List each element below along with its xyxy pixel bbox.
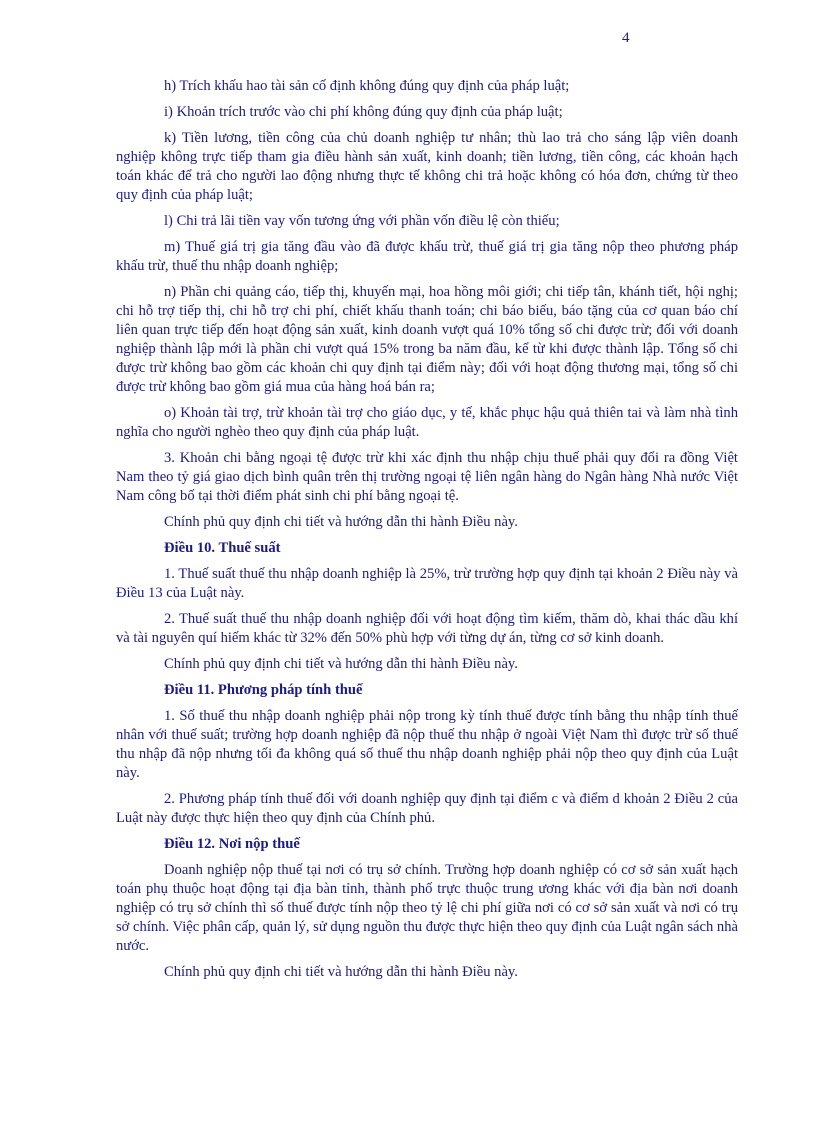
item-k: k) Tiền lương, tiền công của chủ doanh nghiệp tư nhân; thù lao trả cho sáng lập viên doanh nghiệp không trực tiếp tham gia điều hành sản xuất, kinh doanh; tiền lương, tiền công, các khoản hạch toán khác để trả cho người lao động nhưng thực tế không chi trả hoặc không có hóa đơn, chứng từ theo quy định của pháp luật; — [116, 130, 738, 203]
art12-body: Doanh nghiệp nộp thuế tại nơi có trụ sở chính. Trường hợp doanh nghiệp có cơ sở sản xuất hạch toán phụ thuộc hoạt động tại địa bàn tỉnh, thành phố trực thuộc trung ương khác với địa bàn nơi doanh nghiệp có trụ sở chính thì số thuế được tính nộp theo tỷ lệ chi phí giữa nơi có cơ sở sản xuất và nơi có trụ sở chính. Việc phân cấp, quản lý, sử dụng nguồn thu được thực hiện theo quy định của Luật ngân sách nhà nước. — [116, 862, 738, 954]
item-i: i) Khoản trích trước vào chi phí không đúng quy định của pháp luật; — [164, 104, 563, 120]
art10-clause-2: 2. Thuế suất thuế thu nhập doanh nghiệp đối với hoạt động tìm kiếm, thăm dò, khai thác dầu khí và tài nguyên quí hiếm khác từ 32% đến 50% phù hợp với từng dự án, từng cơ sở kinh doanh. — [116, 611, 738, 646]
item-h: h) Trích khấu hao tài sản cố định không đúng quy định của pháp luật; — [164, 78, 570, 94]
article-11-heading: Điều 11. Phương pháp tính thuế — [164, 682, 363, 698]
item-o: o) Khoản tài trợ, trừ khoản tài trợ cho giáo dục, y tế, khắc phục hậu quả thiên tai và làm nhà tình nghĩa cho người nghèo theo quy định của pháp luật. — [116, 405, 738, 440]
document-body — [116, 77, 738, 989]
item-m: m) Thuế giá trị gia tăng đầu vào đã được khấu trừ, thuế giá trị gia tăng nộp theo phương pháp khấu trừ, thuế thu nhập doanh nghiệp; — [116, 239, 738, 274]
art11-clause-2: 2. Phương pháp tính thuế đối với doanh nghiệp quy định tại điểm c và điểm d khoản 2 Điều 2 của Luật này được thực hiện theo quy định của Chính phủ. — [116, 791, 738, 826]
article-12-heading: Điều 12. Nơi nộp thuế — [164, 836, 300, 852]
article-10-heading: Điều 10. Thuế suất — [164, 540, 281, 556]
item-n: n) Phần chi quảng cáo, tiếp thị, khuyến mại, hoa hồng môi giới; chi tiếp tân, khánh tiết, hội nghị; chi hỗ trợ tiếp thị, chi hỗ trợ chi phí, chiết khấu thanh toán; chi báo biếu, báo tặng của cơ quan báo chí liên quan trực tiếp đến hoạt động sản xuất, kinh doanh vượt quá 10% tổng số chi được trừ; đối với doanh nghiệp thành lập mới là phần chi vượt quá 15% trong ba năm đầu, kể từ khi được thành lập. Tổng số chi được trừ không bao gồm các khoản chi quy định tại điểm này; đối với hoạt động thương mại, tổng số chi được trừ không bao gồm giá mua của hàng hoá bán ra; — [116, 284, 738, 395]
art11-clause-1: 1. Số thuế thu nhập doanh nghiệp phải nộp trong kỳ tính thuế được tính bằng thu nhập tính thuế nhân với thuế suất; trường hợp doanh nghiệp đã nộp thuế thu nhập ở ngoài Việt Nam thì được trừ số thuế thu nhập đã nộp nhưng tối đa không quá số thuế thu nhập doanh nghiệp phải nộp theo quy định của Luật này. — [116, 708, 738, 781]
gov-note-10: Chính phủ quy định chi tiết và hướng dẫn thi hành Điều này. — [164, 656, 518, 672]
item-l: l) Chi trả lãi tiền vay vốn tương ứng với phần vốn điều lệ còn thiếu; — [164, 213, 560, 229]
gov-note-9: Chính phủ quy định chi tiết và hướng dẫn thi hành Điều này. — [164, 514, 518, 530]
gov-note-12: Chính phủ quy định chi tiết và hướng dẫn thi hành Điều này. — [164, 964, 518, 980]
art10-clause-1: 1. Thuế suất thuế thu nhập doanh nghiệp là 25%, trừ trường hợp quy định tại khoản 2 Điều này và Điều 13 của Luật này. — [116, 566, 738, 601]
page-number: 4 — [622, 30, 630, 46]
clause-3: 3. Khoản chi bằng ngoại tệ được trừ khi xác định thu nhập chịu thuế phải quy đổi ra đồng Việt Nam theo tỷ giá giao dịch bình quân trên thị trường ngoại tệ liên ngân hàng do Ngân hàng Nhà nước Việt Nam công bố tại thời điểm phát sinh chi phí bằng ngoại tệ. — [116, 450, 738, 504]
